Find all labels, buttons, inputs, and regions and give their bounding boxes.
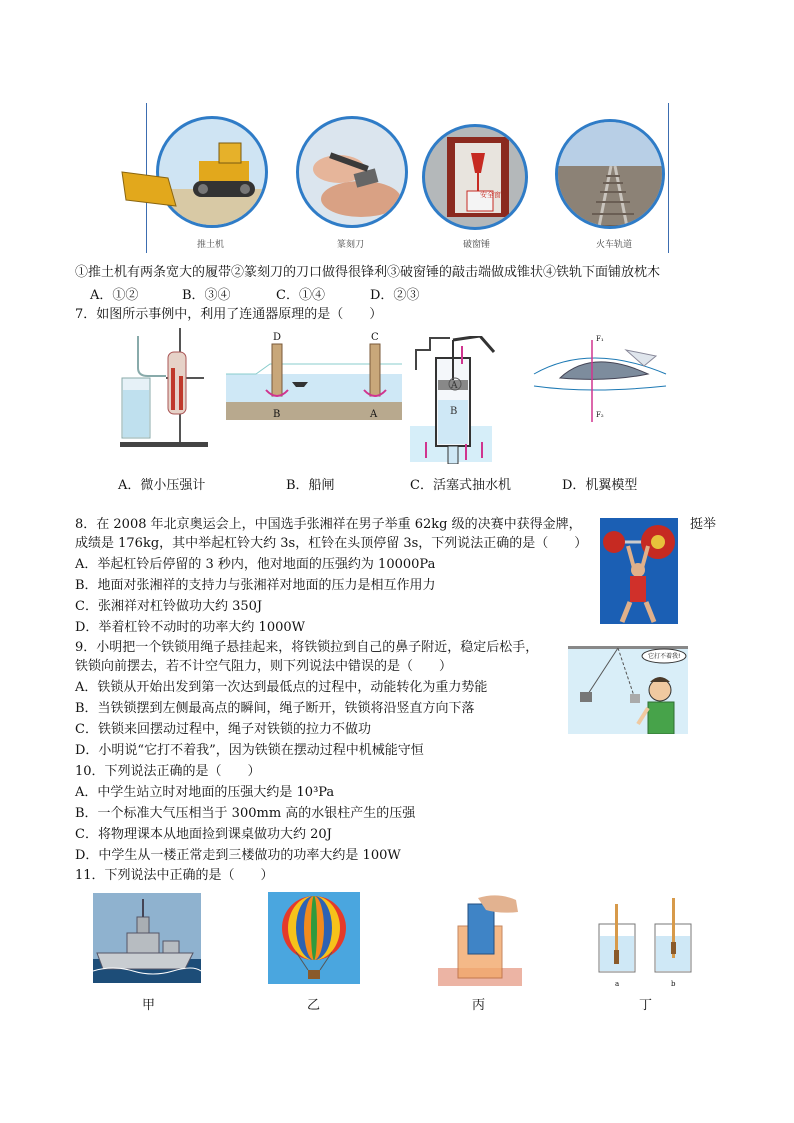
label-A: A <box>370 409 378 420</box>
hammer-sign: 安全窗 <box>480 191 501 199</box>
caption-jia: 甲 <box>142 998 156 1013</box>
beaker-label-a: a <box>615 980 620 988</box>
q6-option-d: D．②③ <box>370 288 420 303</box>
q7-option-c: C．活塞式抽水机 <box>410 478 511 493</box>
caption-window-hammer: 破窗锤 <box>463 240 491 250</box>
label-D: D <box>273 332 282 343</box>
beaker-label-b: b <box>671 980 676 988</box>
q6-option-c: C．①④ <box>276 288 325 303</box>
q8-line1-end: 挺举 <box>690 517 717 532</box>
label-C: C <box>371 332 379 343</box>
q6-option-b: B．③④ <box>182 288 231 303</box>
q10-question: 10．下列说法正确的是（ ） <box>75 764 261 779</box>
carving-knife-image <box>296 116 408 228</box>
q8-line1: 8．在 2008 年北京奥运会上，中国选手张湘祥在男子举重 62kg 级的决赛中获得金牌， <box>75 517 582 532</box>
hot-air-balloon-photo <box>268 892 360 984</box>
q9-option-b: B．当铁锁摆到左侧最高点的瞬间，绳子断开，铁锁将沿竖直方向下落 <box>75 701 475 716</box>
caption-railway: 火车轨道 <box>596 240 633 250</box>
q7-option-d: D．机翼模型 <box>562 478 638 493</box>
q9-line2: 铁锁向前摆去，若不计空气阻力，则下列说法中错误的是（ ） <box>75 659 453 674</box>
caption-ding: 丁 <box>639 998 653 1013</box>
q8-line2: 成绩是 176kg，其中举起杠铃大约 3s，杠铃在头顶停留 3s，下列说法正确的是（ ） <box>75 536 588 551</box>
two-beakers-figure <box>595 894 697 984</box>
cup-experiment-photo <box>438 890 522 986</box>
q8-option-d: D．举着杠铃不动时的功率大约 1000W <box>75 620 306 635</box>
q10-option-c: C．将物理课本从地面捡到课桌做功大约 20J <box>75 827 332 842</box>
q9-line1: 9．小明把一个铁锁用绳子悬挂起来，将铁锁拉到自己的鼻子附近，稳定后松手， <box>75 640 539 655</box>
window-hammer-image <box>422 124 528 230</box>
q8-option-a: A．举起杠铃后停留的 3 秒内，他对地面的压强约为 10000Pa <box>75 557 436 572</box>
caption-yi: 乙 <box>307 998 321 1013</box>
q8-option-b: B．地面对张湘祥的支持力与张湘祥对地面的压力是相互作用力 <box>75 578 436 593</box>
q10-option-a: A．中学生站立时对地面的压强大约是 10³Pa <box>75 785 335 800</box>
warship-photo <box>93 893 201 983</box>
q6-statement: ①推土机有两条宽大的履带②篆刻刀的刀口做得很锋利③破窗锤的敲击端做成锥状④铁轨下面铺放枕木 <box>75 265 661 280</box>
caption-carving-knife: 篆刻刀 <box>337 240 365 250</box>
q8-option-c: C．张湘祥对杠铃做功大约 350J <box>75 599 263 614</box>
label-B: B <box>273 409 281 420</box>
svg-text:A: A <box>451 381 458 391</box>
piston-pump-figure <box>410 336 502 464</box>
frame-line-right <box>668 103 669 253</box>
speech-bubble: 它打不着我! <box>648 653 681 660</box>
q7-question: 7．如图所示事例中，利用了连通器原理的是（ ） <box>75 307 383 322</box>
pressure-gauge-figure <box>118 328 210 448</box>
q6-option-a: A．①② <box>90 288 139 303</box>
svg-text:B: B <box>450 406 458 417</box>
label-F1: F₁ <box>596 335 604 343</box>
q7-option-a: A．微小压强计 <box>118 478 206 493</box>
caption-bing: 丙 <box>472 998 486 1013</box>
q9-option-c: C．铁锁来回摆动过程中，绳子对铁锁的拉力不做功 <box>75 722 371 737</box>
bulldozer-blade <box>120 170 180 210</box>
q9-option-d: D．小明说“它打不着我”，因为铁锁在摆动过程中机械能守恒 <box>75 743 424 758</box>
label-F2: F₂ <box>596 411 604 419</box>
q10-option-d: D．中学生从一楼正常走到三楼做功的功率大约是 100W <box>75 848 401 863</box>
q10-option-b: B．一个标准大气压相当于 300mm 高的水银柱产生的压强 <box>75 806 416 821</box>
q7-option-b: B．船闸 <box>286 478 335 493</box>
weightlifter-photo <box>600 518 678 624</box>
railway-track-image <box>555 119 665 229</box>
caption-bulldozer: 推土机 <box>197 240 225 250</box>
q9-option-a: A．铁锁从开始出发到第一次达到最低点的过程中，动能转化为重力势能 <box>75 680 488 695</box>
q11-question: 11．下列说法中正确的是（ ） <box>75 868 274 883</box>
